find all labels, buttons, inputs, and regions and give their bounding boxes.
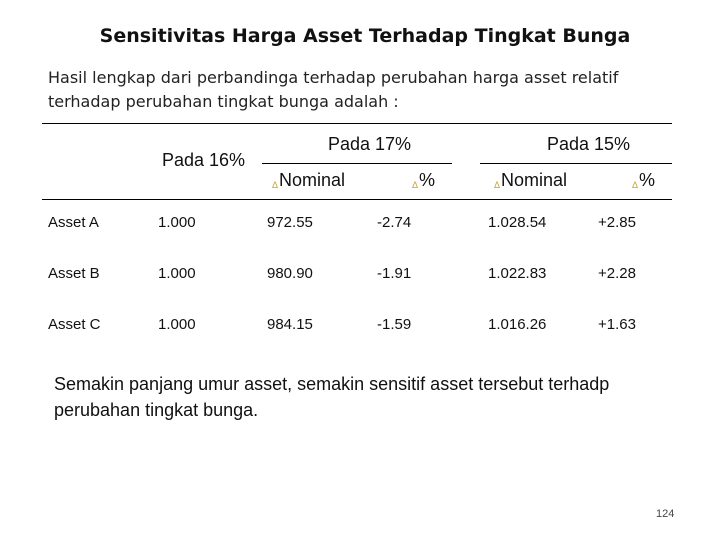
cell-percent17-a: -2.74 [377,214,412,231]
page-number: 124 [656,508,675,520]
cell-asset-c: Asset C [48,316,101,333]
cell-percent17-c: -1.59 [377,316,412,333]
cell-asset-b: Asset B [48,265,100,282]
cell-base-c: 1.000 [158,316,196,333]
delta-icon: Δ [272,180,279,190]
cell-percent15-c: +1.63 [598,316,636,333]
cell-percent15-a: +2.85 [598,214,636,231]
delta-icon: Δ [412,180,419,190]
cell-nominal17-b: 980.90 [267,265,313,282]
cell-nominal15-c: 1.016.26 [488,316,547,333]
cell-percent15-b: +2.28 [598,265,636,282]
header-pada-15: Pada 15% [547,134,631,154]
header-percent-17 [412,170,435,191]
cell-nominal17-c: 984.15 [267,316,313,333]
table-header-bottom-rule [42,199,672,200]
header-nominal-15-label: Nominal [501,170,568,190]
cell-base-b: 1.000 [158,265,196,282]
sub-rule-17 [262,163,452,164]
header-pada-17: Pada 17% [328,134,412,154]
table-top-rule [42,123,672,124]
sub-rule-15 [480,163,672,164]
cell-nominal17-a: 972.55 [267,214,313,231]
cell-base-a: 1.000 [158,214,196,231]
cell-nominal15-b: 1.022.83 [488,265,547,282]
header-pada-16: Pada 16% [162,150,246,170]
header-percent-15 [632,170,655,191]
cell-percent17-b: -1.91 [377,265,412,282]
header-nominal-15 [494,170,567,191]
header-nominal-17-label: Nominal [279,170,346,190]
summary-text: Semakin panjang umur asset, semakin sensitif asset tersebut terhadp perubahan tingkat bunga. [54,374,610,420]
intro-text: Hasil lengkap dari perbandinga terhadap perubahan harga asset relatif terhadap perubahan tingkat bunga adalah : [48,68,619,111]
header-percent-17-label: % [419,170,436,190]
delta-icon: Δ [632,180,639,190]
cell-nominal15-a: 1.028.54 [488,214,547,231]
header-nominal-17 [272,170,345,191]
delta-icon: Δ [494,180,501,190]
slide-title: Sensitivitas Harga Asset Terhadap Tingkat Bunga [99,25,631,47]
cell-asset-a: Asset A [48,214,99,231]
header-percent-15-label: % [639,170,656,190]
